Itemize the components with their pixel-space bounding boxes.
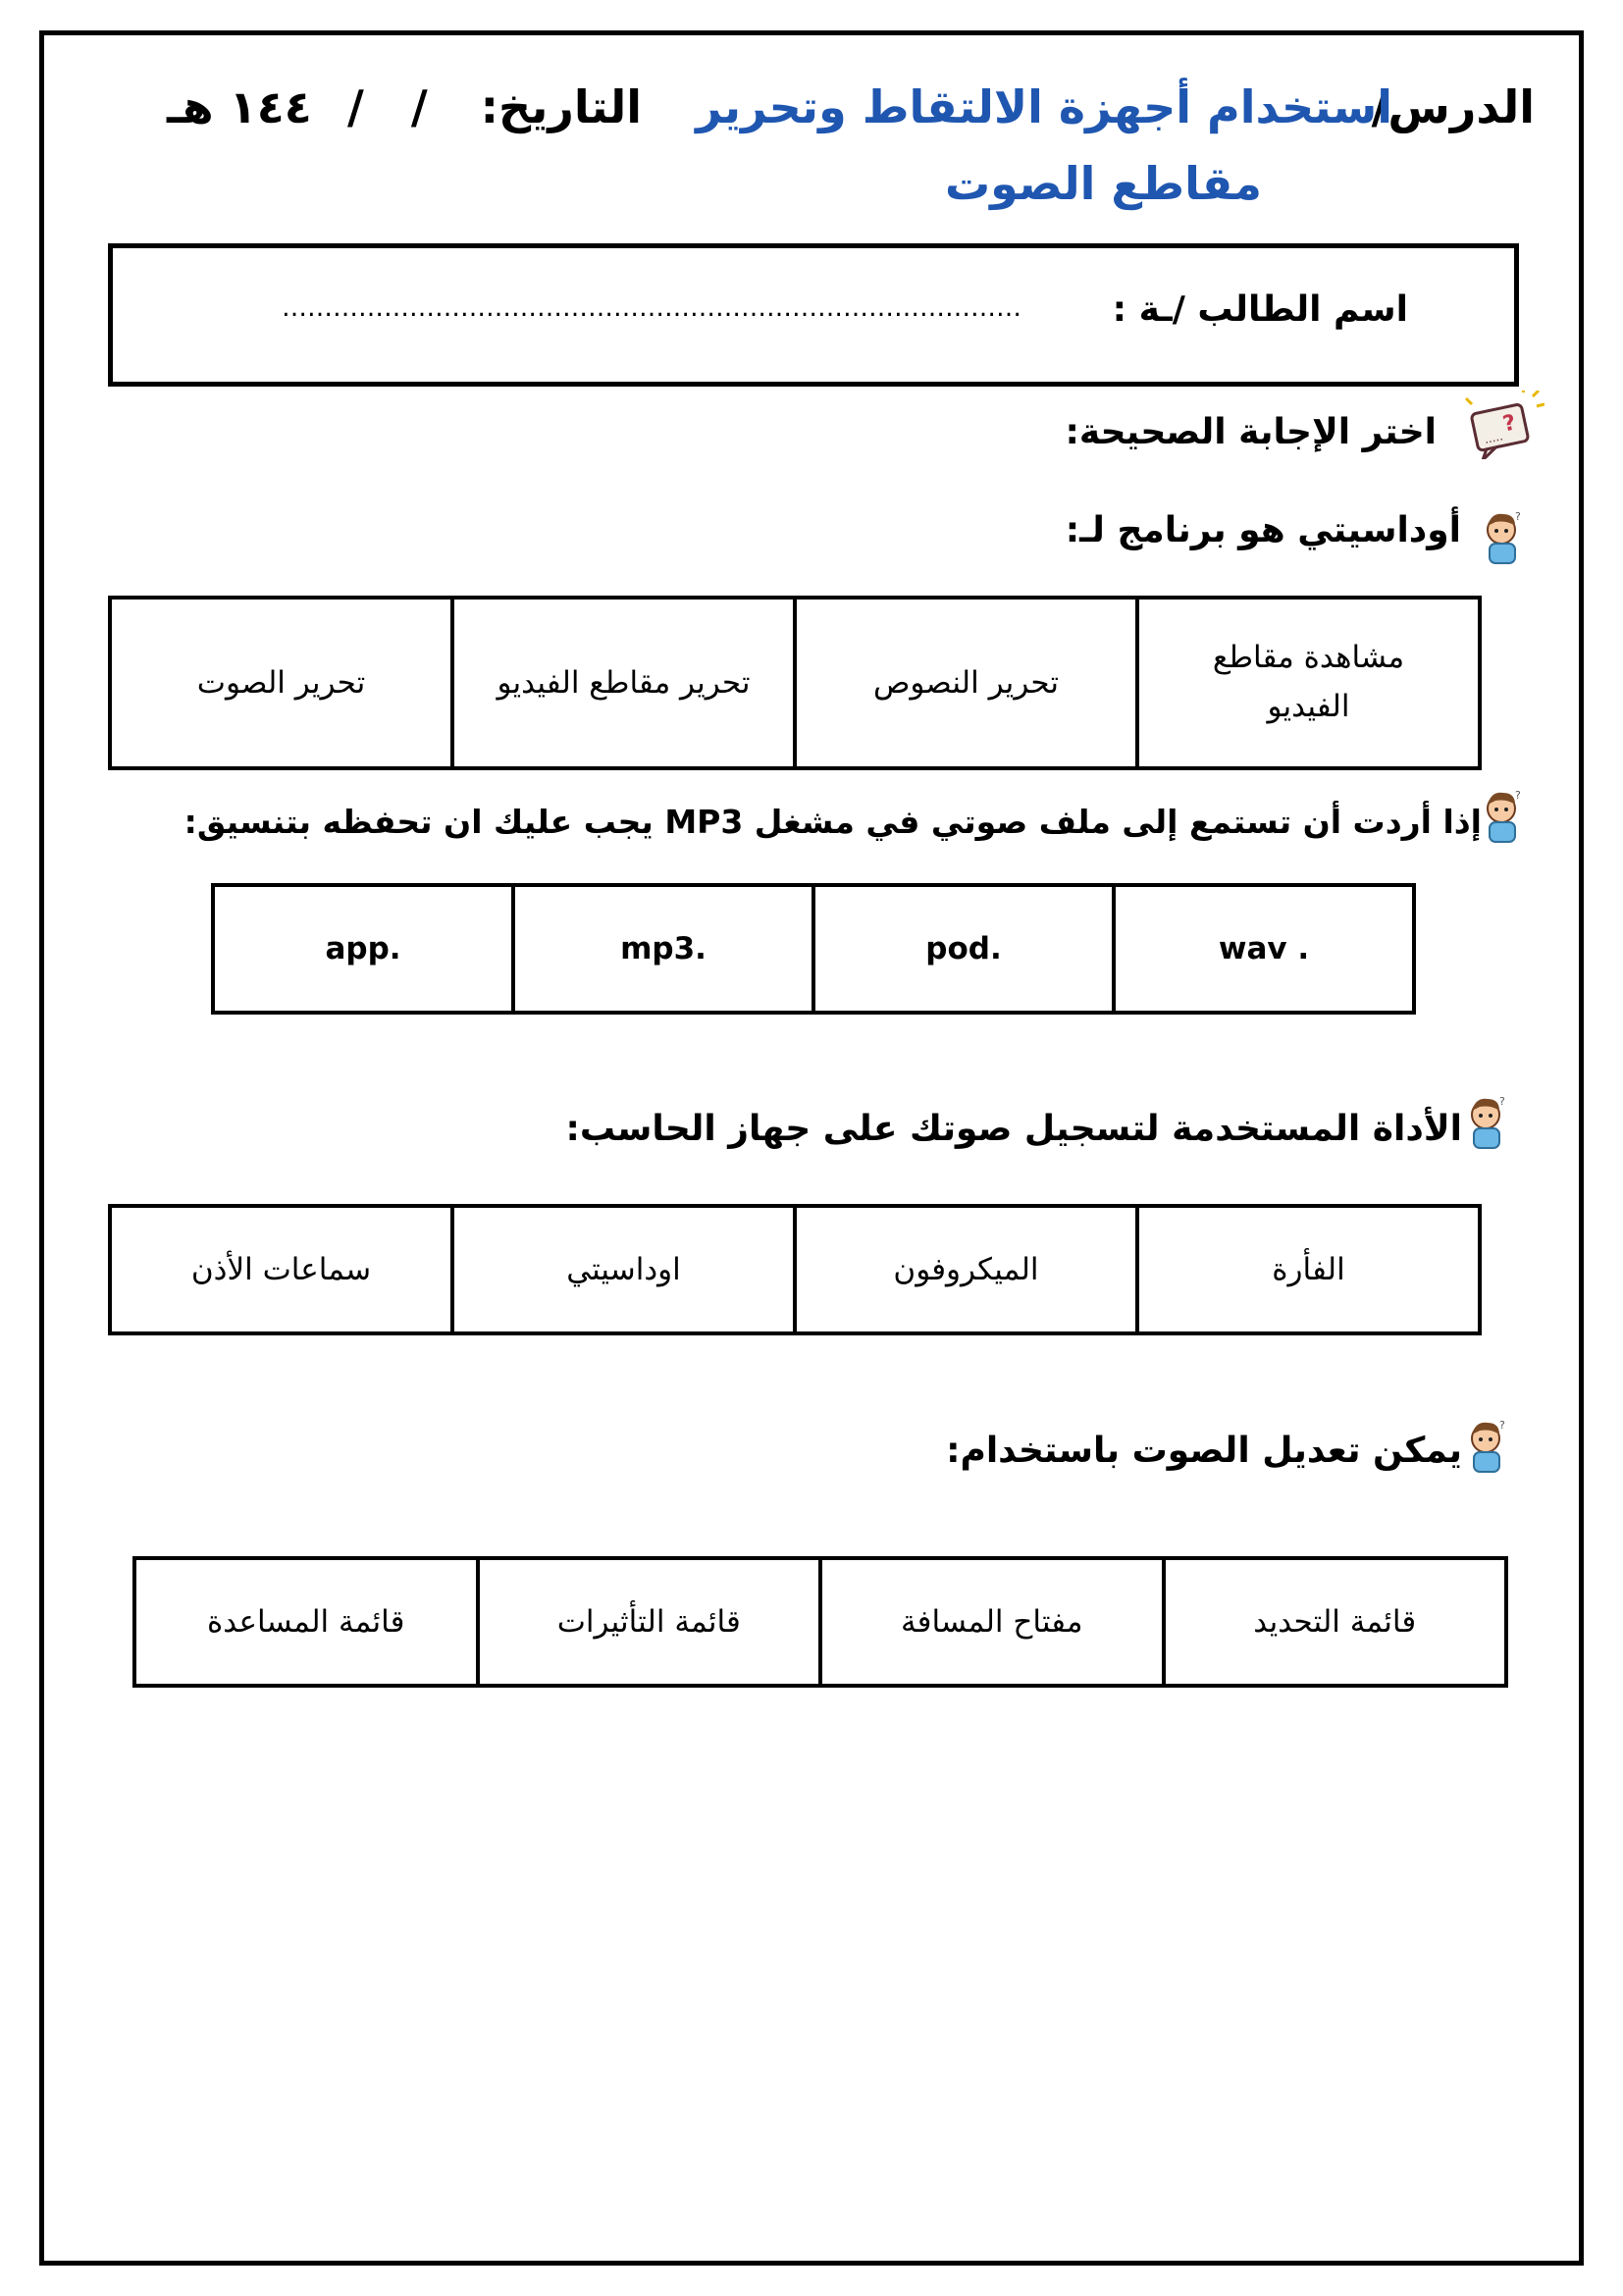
question-4-text: يمكن تعديل الصوت باستخدام: [946,1431,1462,1471]
option-1a[interactable]: مشاهدة مقاطع الفيديو [1137,598,1480,768]
svg-text:?: ? [1500,410,1519,438]
option-3d[interactable]: سماعات الأذن [110,1206,452,1333]
hijri-year: ١٤٤ هـ [167,80,312,133]
thinking-boy-icon [1466,1095,1511,1150]
option-2c[interactable]: mp3. [513,885,813,1013]
option-1b[interactable]: تحرير النصوص [795,598,1137,768]
svg-text:?: ? [1499,1419,1505,1432]
question-2-text: إذا أردت أن تستمع إلى ملف صوتي في مشغل MP3 يجب عليك ان تحفظه بتنسيق: [183,803,1482,841]
date-slashes: / / [347,80,428,133]
option-2d[interactable]: app. [213,885,513,1013]
question-note-icon [1460,391,1544,459]
question-3-options [108,1204,1482,1335]
student-name-box [108,243,1519,387]
lesson-title-line2: مقاطع الصوت [944,157,1262,210]
student-name-label: اسم الطالب /ـة : [1112,289,1408,330]
option-3a[interactable]: الفأرة [1137,1206,1480,1333]
svg-text:?: ? [1515,789,1521,802]
svg-text:?: ? [1515,510,1521,523]
svg-text:?: ? [1499,1095,1505,1108]
thinking-boy-icon [1482,510,1527,565]
lesson-title-line1: استخدام أجهزة الالتقاط وتحرير [696,80,1392,133]
option-3b[interactable]: الميكروفون [795,1206,1137,1333]
question-1-options [108,596,1482,770]
thinking-boy-icon [1466,1419,1511,1474]
option-4c[interactable]: قائمة التأثيرات [478,1558,821,1686]
svg-text:.....: ..... [1483,429,1504,446]
student-name-line[interactable]: …………………………………………………………………………… [282,293,1021,323]
option-2a[interactable]: wav . [1114,885,1414,1013]
option-2b[interactable]: pod. [813,885,1114,1013]
question-1-text: أوداسيتي هو برنامج لـ: [1065,510,1461,550]
question-3-text: الأداة المستخدمة لتسجيل صوتك على جهاز الحاسب: [565,1109,1462,1149]
thinking-boy-icon [1482,789,1527,844]
option-4b[interactable]: مفتاح المسافة [820,1558,1164,1686]
instruction-text: اختر الإجابة الصحيحة: [1065,412,1437,452]
option-1d[interactable]: تحرير الصوت [110,598,452,768]
option-4d[interactable]: قائمة المساعدة [134,1558,478,1686]
lesson-label: الدرس/ [1371,80,1535,133]
question-4-options [132,1556,1508,1688]
date-label: التاريخ: [480,80,642,133]
option-4a[interactable]: قائمة التحديد [1164,1558,1507,1686]
option-1c[interactable]: تحرير مقاطع الفيديو [452,598,795,768]
question-2-options [211,883,1416,1015]
option-3c[interactable]: اوداسيتي [452,1206,795,1333]
